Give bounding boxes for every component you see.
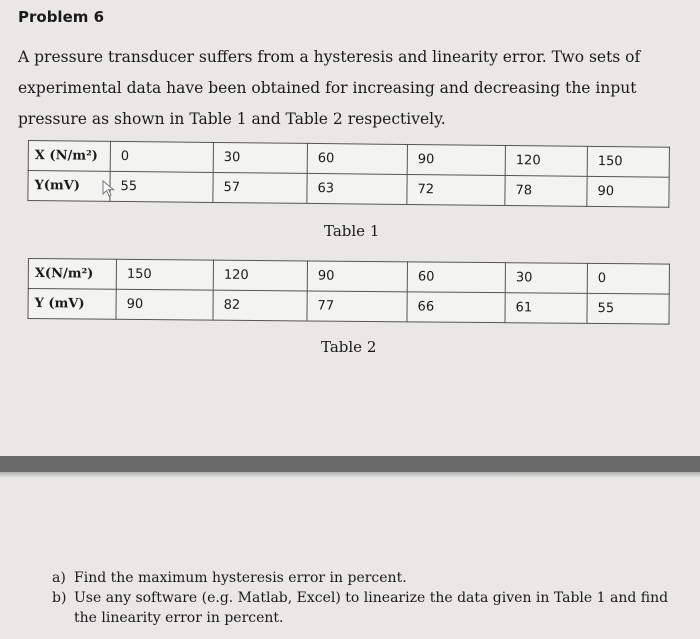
page-divider-band xyxy=(0,456,700,472)
question-letter: a) xyxy=(52,570,66,586)
table-2-caption: Table 2 xyxy=(321,338,377,356)
table-cell: 90 xyxy=(407,144,505,175)
table-cell: 30 xyxy=(213,142,307,173)
table-cell: 0 xyxy=(110,141,213,172)
mouse-pointer-icon xyxy=(102,180,116,198)
table-cell: 150 xyxy=(587,146,669,177)
table-1 xyxy=(27,140,670,208)
page-divider-shadow xyxy=(0,472,700,478)
table-2-y-row xyxy=(28,289,669,325)
question-item xyxy=(52,588,672,628)
table-cell: 57 xyxy=(213,172,307,203)
question-list xyxy=(52,568,672,628)
question-item xyxy=(52,568,672,588)
table-cell: 60 xyxy=(407,262,505,293)
table-cell: 77 xyxy=(307,291,407,322)
table-2-x-label: X(N/m²) xyxy=(28,259,116,290)
table-cell: 90 xyxy=(307,261,407,292)
table-cell: 55 xyxy=(110,171,213,202)
table-1-x-label: X (N/m²) xyxy=(28,141,110,172)
question-text: Find the maximum hysteresis error in percent. xyxy=(74,570,407,586)
table-cell: 30 xyxy=(505,263,587,294)
table-cell: 120 xyxy=(505,146,587,177)
table-2 xyxy=(27,258,670,325)
table-1-y-row xyxy=(28,171,669,208)
table-2-y-label: Y (mV) xyxy=(28,289,116,320)
question-letter: b) xyxy=(52,590,67,606)
problem-title: Problem 6 xyxy=(18,8,105,26)
table-cell: 55 xyxy=(587,293,669,324)
table-cell: 61 xyxy=(505,293,587,324)
table-cell: 0 xyxy=(587,263,669,294)
table-cell: 78 xyxy=(505,175,587,206)
table-cell: 90 xyxy=(587,176,669,207)
table-cell: 90 xyxy=(116,289,213,320)
question-text: Use any software (e.g. Matlab, Excel) to linearize the data given in Table 1 and find the linearity error in percent. xyxy=(74,590,669,626)
table-cell: 63 xyxy=(307,173,407,204)
table-1-caption: Table 1 xyxy=(324,222,380,240)
problem-statement: A pressure transducer suffers from a hysteresis and linearity error. Two sets of experimental data have been obtained for increasing and decreasing the input pressure as shown in Table 1 and Table 2 respectively. xyxy=(18,48,641,128)
table-cell: 150 xyxy=(116,259,213,290)
table-cell: 82 xyxy=(213,290,307,321)
table-cell: 60 xyxy=(307,143,407,174)
table-cell: 120 xyxy=(213,260,307,291)
table-1-y-label: Y(mV) xyxy=(28,171,110,202)
table-cell: 72 xyxy=(407,174,505,205)
table-cell: 66 xyxy=(407,292,505,323)
